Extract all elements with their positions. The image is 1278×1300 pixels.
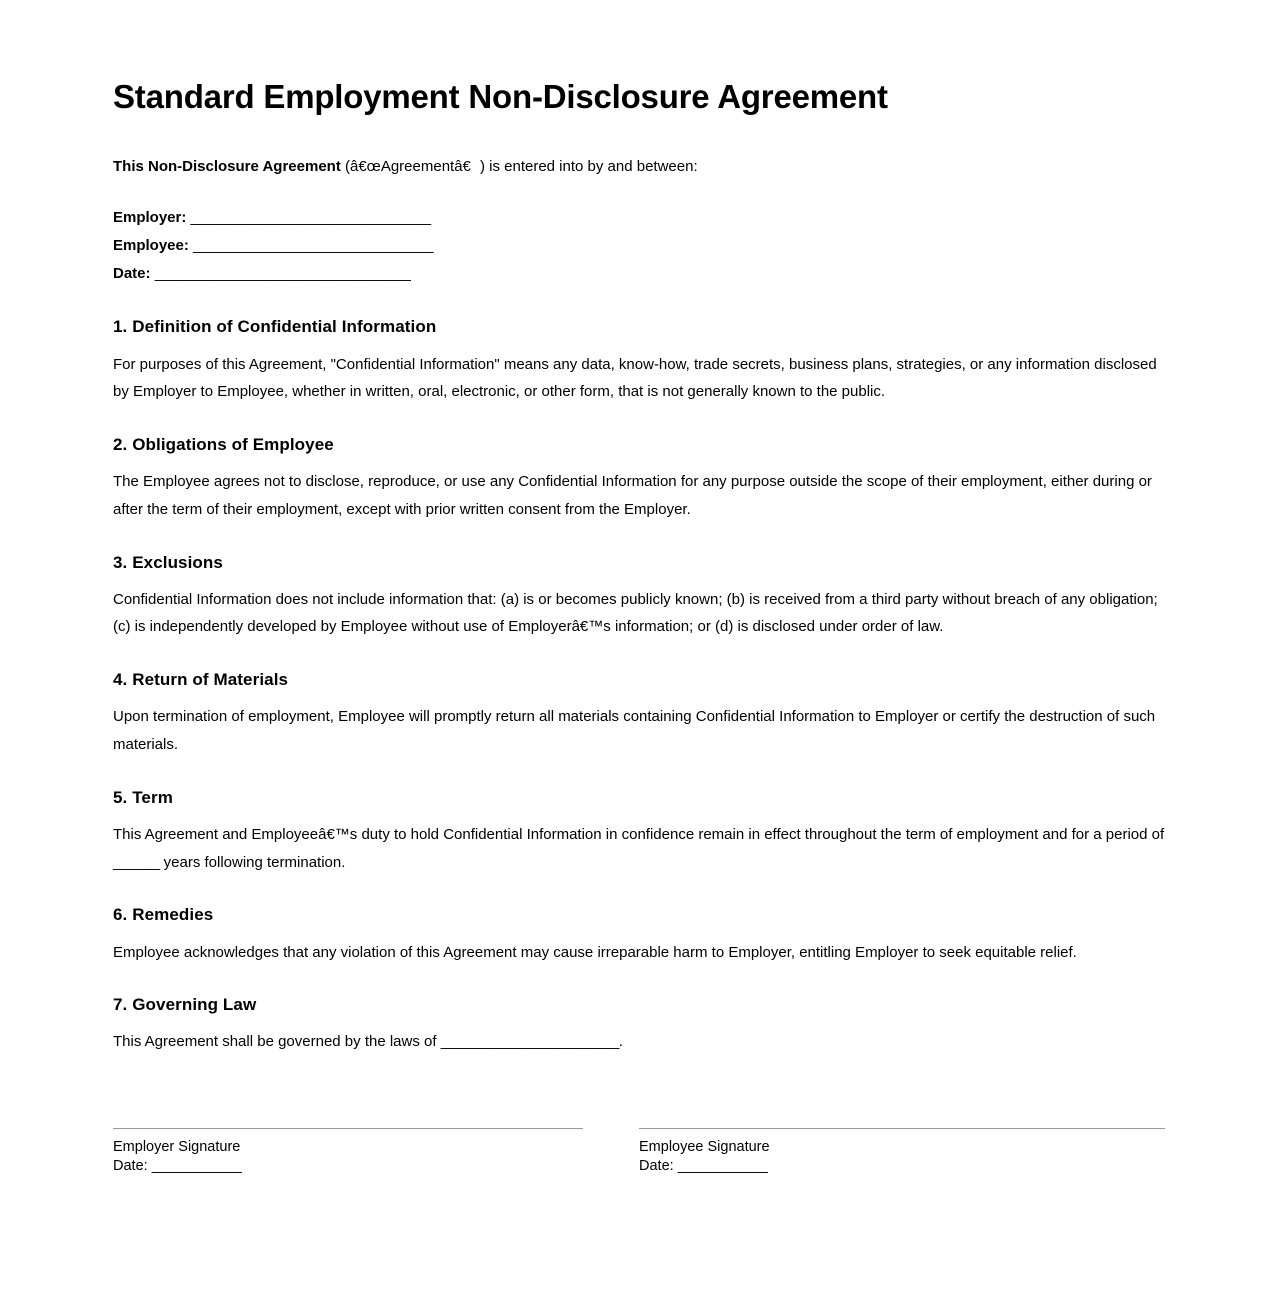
governing-law-text-after: . (618, 1033, 623, 1051)
employer-signature-rule (113, 1128, 583, 1129)
employer-signature-label: Employer Signature (113, 1139, 241, 1156)
section-body-2: The Employee agrees not to disclose, reproduce, or use any Confidential Information for any purpose outside the scope of their employment, either during or after the term of their employment, except with prior written consent from the Employer. (113, 473, 1152, 518)
section-body-5 (113, 809, 1165, 877)
party-fields (113, 178, 1165, 288)
employee-label: Employee: (113, 237, 189, 255)
date-label: Date: (113, 265, 151, 283)
section-heading-7: 7. Governing Law (113, 995, 257, 1015)
signature-block (113, 1056, 1165, 1176)
employee-date-blank[interactable]: ____________ (677, 1158, 768, 1175)
section-body-6: Employee acknowledges that any violation of this Agreement may cause irreparable harm to Employer, entitling Employer to seek equitable relief. (113, 943, 1077, 961)
section-body-4: Upon termination of employment, Employee will promptly return all materials containing Confidential Information to Employer or certify the destruction of such materials. (113, 708, 1156, 754)
employee-date-label: Date: (639, 1158, 674, 1175)
page-title: Standard Employment Non-Disclosure Agreement (113, 78, 888, 115)
term-years-blank[interactable]: ______ (113, 853, 160, 871)
intro-paragraph (113, 116, 1165, 179)
document-content (113, 0, 1165, 1176)
section-heading-3: 3. Exclusions (113, 552, 223, 572)
section-body-7 (113, 1016, 1165, 1056)
section-body-1: For purposes of this Agreement, "Confidential Information" means any data, know-how, trade secrets, business plans, strategies, or any information disclosed by Employer to Employee, whether in written, oral, electronic, or other form, that is not generally known to the public. (113, 355, 1157, 401)
employer-signature-column (113, 1128, 639, 1176)
term-text-after: years following termination. (159, 853, 346, 871)
term-text-before: This Agreement and Employeeâ€™s duty to hold Confidential Information in confidence remain in effect throughout the term of employment and for a period of (113, 825, 1165, 843)
employee-signature-label: Employee Signature (639, 1139, 770, 1156)
employee-signature-column (639, 1128, 1165, 1176)
party-row-employee (113, 232, 1165, 260)
employer-blank-line[interactable]: _______________________________ (190, 209, 431, 227)
governing-law-blank[interactable]: _______________________ (440, 1033, 619, 1051)
date-blank-line[interactable]: _________________________________ (154, 265, 411, 283)
employer-date-label: Date: (113, 1158, 148, 1175)
section-heading-2: 2. Obligations of Employee (113, 435, 334, 455)
governing-law-text-before: This Agreement shall be governed by the laws of (113, 1033, 441, 1051)
intro-lead-text: This Non-Disclosure Agreement (113, 157, 341, 175)
party-row-date (113, 260, 1165, 288)
employer-label: Employer: (113, 209, 187, 227)
section-heading-1: 1. Definition of Confidential Information (113, 317, 437, 337)
section-heading-4: 4. Return of Materials (113, 670, 289, 690)
section-heading-6: 6. Remedies (113, 905, 214, 925)
employee-signature-date (639, 1157, 1165, 1176)
employee-blank-line[interactable]: _______________________________ (193, 237, 434, 255)
section-body-3: Confidential Information does not include information that: (a) is or becomes publicly known; (b) is received from a third party without breach of any obligation; (c) is independently developed by Employee without use of Employerâ€™s information; or (d) is disclosed under order of law. (113, 590, 1158, 636)
section-heading-5: 5. Term (113, 787, 173, 807)
employee-signature-rule (639, 1128, 1165, 1129)
employer-date-blank[interactable]: ____________ (151, 1158, 242, 1175)
intro-rest-text: (â€œAgreementâ€) is entered into by and between: (340, 157, 698, 175)
party-row-employer (113, 204, 1165, 232)
employer-signature-date (113, 1157, 583, 1176)
